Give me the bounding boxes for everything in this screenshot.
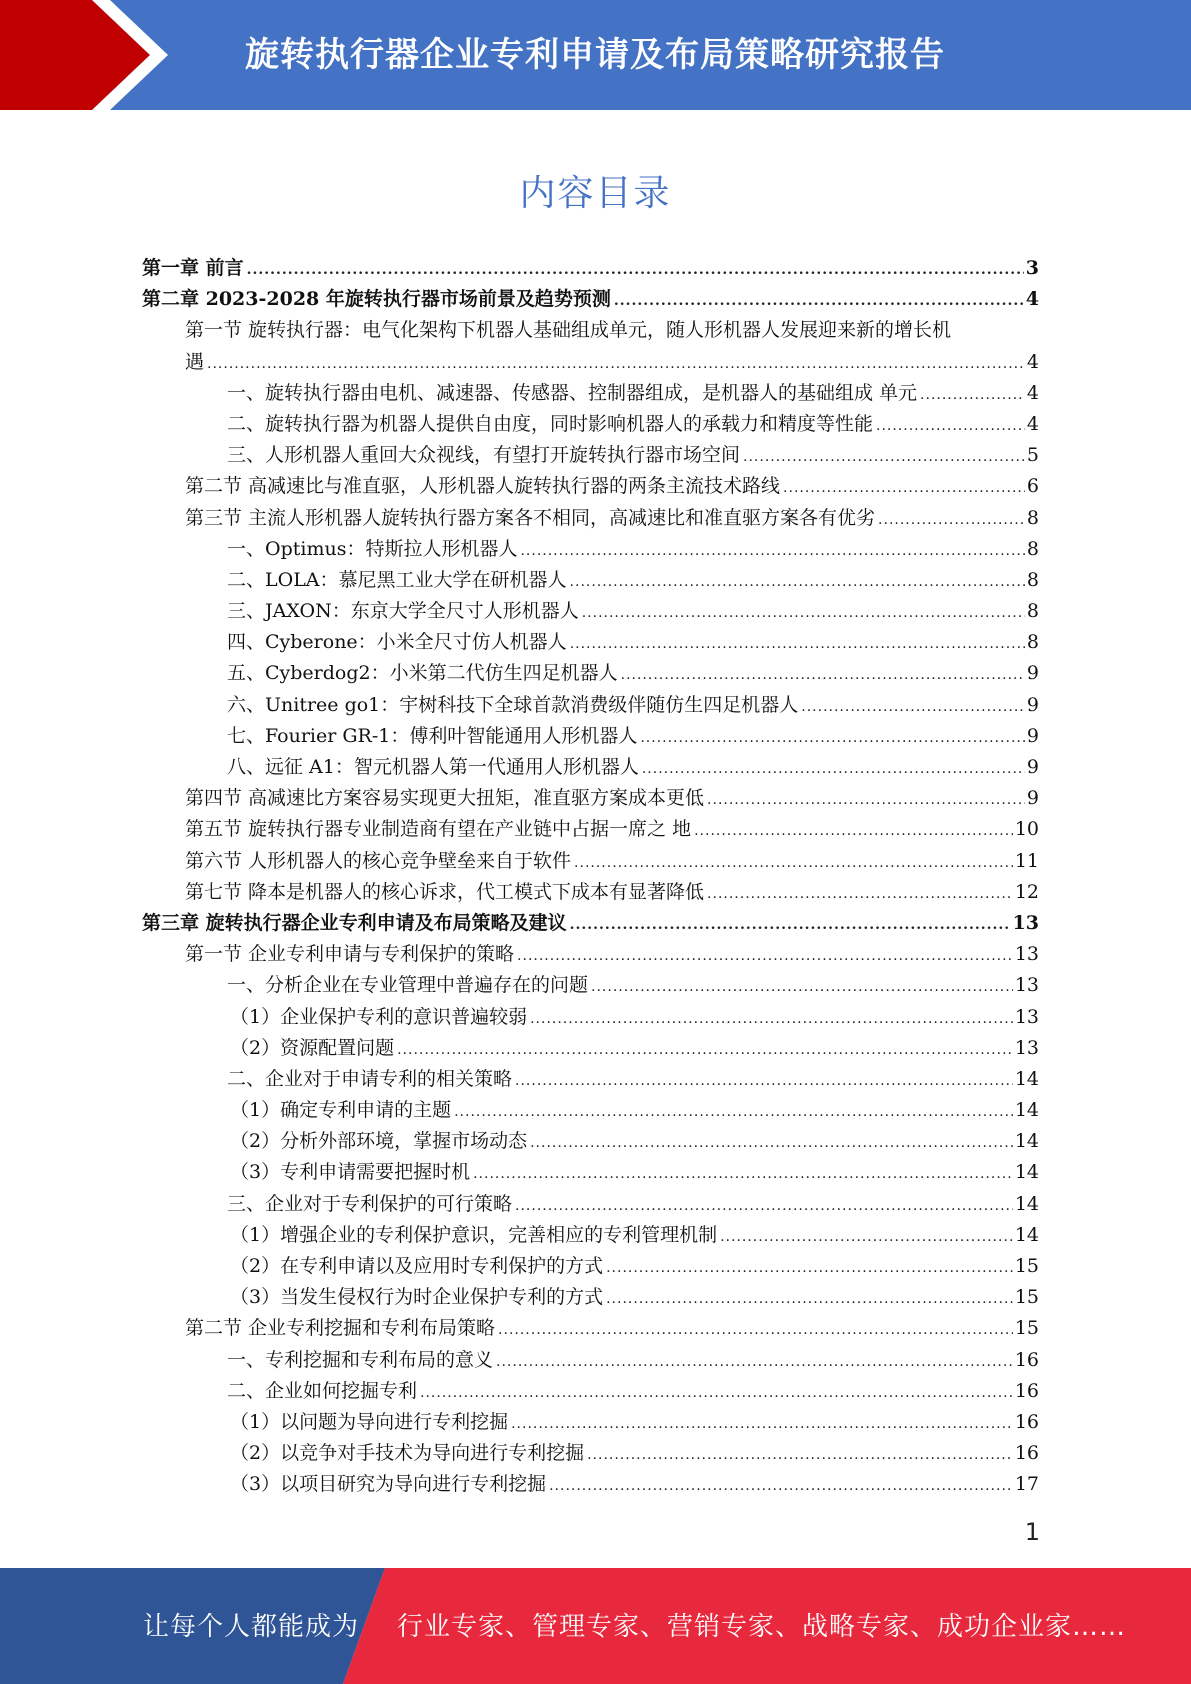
toc-leader-dots [515,1066,1013,1097]
toc-heading: 内容目录 [519,173,672,214]
toc-entry-title: （2）在专利申请以及应用时专利保护的方式 [230,1255,604,1277]
toc-entry-title: 第一章 前言 [142,257,244,279]
toc-entry-title: （3）专利申请需要把握时机 [230,1161,471,1184]
toc-page-number: 8 [1026,506,1039,529]
toc-leader-dots [570,567,1025,598]
toc-entry[interactable] [0,783,1191,814]
toc-entry-title: 一、Optimus：特斯拉人形机器人 [227,537,518,560]
toc-leader-dots [694,816,1013,847]
toc-page-number: 14 [1014,1130,1039,1153]
toc-entry-title: 六、Unitree go1：宇树科技下全球首款消费级伴随仿生四足机器人 [227,693,799,716]
toc-leader-dots [473,1159,1013,1190]
toc-entry-title: 四、Cyberone：小米全尺寸仿人机器人 [227,631,567,654]
toc-page-number: 10 [1014,818,1039,841]
toc-page-number: 8 [1026,537,1039,560]
toc-page-number: 16 [1014,1442,1039,1465]
toc-page-number: 9 [1026,662,1039,685]
toc-page-number: 16 [1014,1379,1039,1402]
toc-entry[interactable] [0,1126,1191,1157]
toc-leader-dots [247,255,1024,286]
toc-page-number: 4 [1026,412,1039,435]
toc-leader-dots [515,1191,1013,1222]
toc-leader-dots [720,1222,1013,1253]
toc-entry-title: 第五节 旋转执行器专业制造商有望在产业链中占据一席之 地 [185,818,692,841]
toc-entry-title: 二、企业对于申请专利的相关策略 [227,1067,513,1090]
toc-page-number: 15 [1014,1255,1039,1277]
toc-page-number: 14 [1014,1067,1039,1090]
toc-page-number: 8 [1026,600,1039,623]
table-of-contents [0,253,1191,1501]
toc-page-number: 8 [1026,631,1039,654]
toc-entry-title: 一、专利挖掘和专利布局的意义 [227,1348,494,1371]
toc-page-number: 13 [1012,911,1039,934]
toc-chapter-entry[interactable] [0,908,1191,939]
toc-entry-title: （2）以竞争对手技术为导向进行专利挖掘 [230,1442,585,1465]
toc-page-number: 13 [1014,943,1039,966]
toc-entry[interactable] [0,503,1191,534]
toc-entry-title: 八、远征 A1：智元机器人第一代通用人形机器人 [227,756,639,778]
toc-entry-title: 三、企业对于专利保护的可行策略 [227,1192,513,1215]
toc-leader-dots [707,785,1025,816]
toc-entry-title: 第二节 高减速比与准直驱，人形机器人旋转执行器的两条主流技术路线 [185,475,781,498]
toc-entry[interactable] [0,1407,1191,1438]
toc-entry-title: （1）以问题为导向进行专利挖掘 [230,1410,509,1433]
toc-leader-dots [530,1128,1013,1159]
toc-entry[interactable] [0,1095,1191,1126]
toc-leader-dots [640,723,1025,754]
toc-entry[interactable] [0,939,1191,970]
toc-entry-title: 二、旋转执行器为机器人提供自由度，同时影响机器人的承载力和精度等性能 [227,412,874,435]
toc-leader-dots [587,1440,1013,1471]
toc-page-number: 16 [1014,1348,1039,1371]
toc-entry[interactable] [0,1438,1191,1469]
toc-leader-dots [517,941,1013,972]
toc-page-number: 6 [1026,475,1039,498]
toc-leader-dots [642,754,1025,785]
toc-page-number: 13 [1014,974,1039,997]
toc-entry[interactable] [0,1282,1191,1313]
toc-page-number: 4 [1026,381,1039,404]
toc-entry[interactable] [0,721,1191,752]
toc-entry-title: 五、Cyberdog2：小米第二代仿生四足机器人 [227,662,618,685]
toc-entry[interactable] [0,565,1191,596]
toc-entry[interactable] [0,1469,1191,1500]
toc-entry-continuation[interactable] [0,347,1191,378]
toc-entry[interactable] [0,970,1191,1001]
toc-entry-title: 二、企业如何挖掘专利 [227,1379,418,1402]
toc-entry[interactable] [0,1313,1191,1344]
toc-page-number: 15 [1014,1317,1039,1340]
toc-entry[interactable] [0,596,1191,627]
toc-entry-title: 一、分析企业在专业管理中普遍存在的问题 [227,974,589,997]
toc-leader-dots [582,598,1025,629]
toc-leader-dots [397,1035,1013,1066]
toc-page-number: 13 [1014,1005,1039,1028]
toc-entry-title: （2）资源配置问题 [230,1036,395,1059]
toc-page-number: 14 [1014,1192,1039,1215]
toc-entry-title: （3）当发生侵权行为时企业保护专利的方式 [230,1286,604,1309]
toc-leader-dots [606,1284,1013,1315]
header-banner [0,0,1191,110]
toc-leader-dots [614,286,1024,317]
toc-entry-title: 三、人形机器人重回大众视线，有望打开旋转执行器市场空间 [227,444,741,467]
toc-page-number: 12 [1014,880,1039,903]
toc-entry[interactable] [0,877,1191,908]
toc-leader-dots [420,1378,1013,1409]
toc-entry[interactable] [0,409,1191,440]
toc-page-number: 9 [1026,787,1039,810]
toc-leader-dots [707,879,1013,910]
toc-leader-dots [549,1471,1013,1502]
toc-page-number: 9 [1026,756,1039,778]
toc-entry[interactable] [0,690,1191,721]
toc-page-number: 15 [1014,1286,1039,1309]
toc-entry[interactable] [0,1220,1191,1251]
toc-entry[interactable] [0,1033,1191,1064]
toc-leader-dots [876,411,1025,442]
toc-entry[interactable] [0,846,1191,877]
toc-chapter-entry[interactable] [0,253,1191,284]
toc-leader-dots [520,536,1024,567]
toc-leader-dots [920,380,1025,411]
toc-entry[interactable] [0,752,1191,783]
toc-page-number: 13 [1014,1036,1039,1059]
toc-entry[interactable] [0,315,1191,346]
toc-page-number: 17 [1014,1473,1039,1496]
toc-leader-dots [207,349,1025,380]
toc-page-number: 9 [1026,724,1039,747]
toc-entry-title: 一、旋转执行器由电机、减速器、传感器、控制器组成，是机器人的基础组成 单元 [227,381,918,404]
toc-entry[interactable] [0,1251,1191,1282]
toc-entry[interactable] [0,627,1191,658]
toc-entry[interactable] [0,1189,1191,1220]
toc-entry[interactable] [0,658,1191,689]
toc-leader-dots [801,692,1025,723]
toc-entry-title: （2）分析外部环境，掌握市场动态 [230,1130,528,1153]
toc-entry[interactable] [0,1345,1191,1376]
toc-entry[interactable] [0,378,1191,409]
toc-entry[interactable] [0,1376,1191,1407]
toc-leader-dots [498,1315,1013,1346]
toc-entry-title: 第七节 降本是机器人的核心诉求，代工模式下成本有显著降低 [185,880,705,903]
toc-leader-dots [606,1253,1013,1284]
toc-entry-title: （1）确定专利申请的主题 [230,1099,452,1122]
toc-page-number: 3 [1025,257,1039,279]
toc-leader-dots [743,442,1025,473]
toc-page-number: 5 [1026,444,1039,467]
toc-entry-title: （1）增强企业的专利保护意识，完善相应的专利管理机制 [230,1223,718,1246]
footer-slogan-left: 让每个人都能成为 [143,1612,360,1642]
toc-entry[interactable] [0,440,1191,471]
toc-entry[interactable] [0,1002,1191,1033]
toc-leader-dots [878,505,1025,536]
toc-leader-dots [570,629,1025,660]
toc-entry-title: 第一节 企业专利申请与专利保护的策略 [185,943,515,966]
toc-leader-dots [496,1347,1013,1378]
toc-leader-dots [574,848,1013,879]
toc-leader-dots [621,660,1025,691]
toc-entry-title-continued: 遇 [185,350,205,373]
toc-entry-title: 第六节 人形机器人的核心竞争壁垒来自于软件 [185,849,572,872]
toc-page-number: 14 [1014,1223,1039,1246]
toc-page-number: 11 [1014,849,1039,872]
footer-slogan-right: 行业专家、管理专家、营销专家、战略专家、成功企业家…… [397,1612,1127,1642]
toc-leader-dots [783,473,1025,504]
toc-entry-title: 第一节 旋转执行器：电气化架构下机器人基础组成单元，随人形机器人发展迎来新的增长机 [185,319,952,342]
toc-entry[interactable] [0,534,1191,565]
toc-page-number: 4 [1026,350,1039,373]
toc-entry-title: 第二章 2023-2028 年旋转执行器市场前景及趋势预测 [142,288,611,311]
toc-page-number: 8 [1026,568,1039,591]
toc-page-number: 14 [1014,1161,1039,1184]
toc-leader-dots [511,1409,1013,1440]
report-title: 旋转执行器企业专利申请及布局策略研究报告 [245,35,945,75]
toc-entry-title: 七、Fourier GR-1：傅利叶智能通用人形机器人 [227,724,638,747]
toc-chapter-entry[interactable] [0,284,1191,315]
toc-page-number: 9 [1026,693,1039,716]
toc-page-number: 16 [1014,1410,1039,1433]
toc-leader-dots [454,1097,1013,1128]
toc-entry-title: 二、LOLA：慕尼黑工业大学在研机器人 [227,568,567,591]
toc-page-number: 4 [1025,288,1039,311]
toc-entry-title: 第三节 主流人形机器人旋转执行器方案各不相同，高减速比和准直驱方案各有优劣 [185,506,876,529]
page-number: 1 [1024,1518,1040,1546]
toc-leader-dots [530,1004,1013,1035]
toc-entry[interactable] [0,814,1191,845]
toc-entry[interactable] [0,471,1191,502]
toc-entry-title: （3）以项目研究为导向进行专利挖掘 [230,1473,547,1496]
toc-entry-title: 第四节 高减速比方案容易实现更大扭矩，准直驱方案成本更低 [185,787,705,810]
toc-entry-title: （1）企业保护专利的意识普遍较弱 [230,1005,528,1028]
toc-page-number: 14 [1014,1099,1039,1122]
toc-entry[interactable] [0,1064,1191,1095]
toc-entry-title: 第二节 企业专利挖掘和专利布局策略 [185,1317,496,1340]
footer-banner [0,1568,1191,1684]
toc-entry-title: 第三章 旋转执行器企业专利申请及布局策略及建议 [142,911,567,934]
toc-leader-dots [591,972,1013,1003]
toc-entry[interactable] [0,1157,1191,1188]
toc-leader-dots [570,910,1011,941]
toc-entry-title: 三、JAXON：东京大学全尺寸人形机器人 [227,600,579,623]
